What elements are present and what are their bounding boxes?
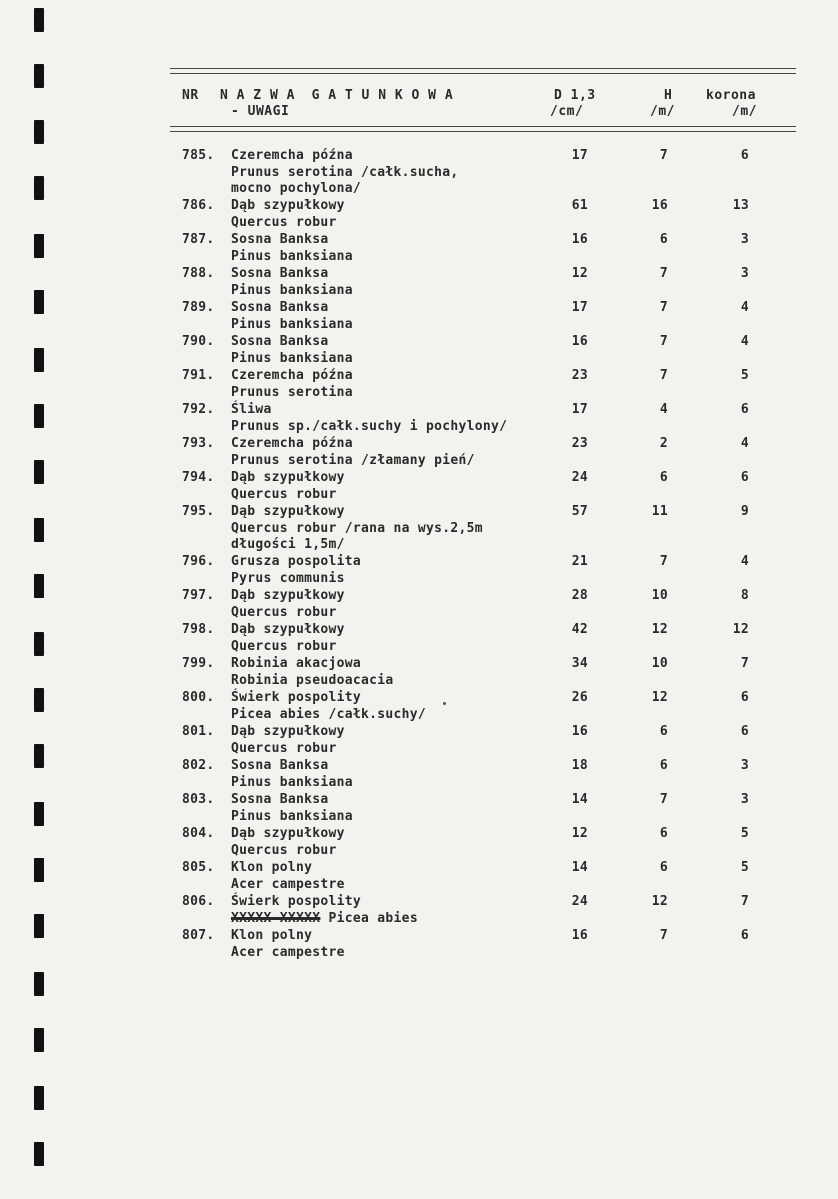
latin-name: Acer campestre (231, 944, 345, 960)
height-value: 10 (651, 656, 668, 671)
polish-name: Czeremcha późna (231, 148, 353, 163)
binder-hole (34, 234, 44, 258)
header-top-rule (170, 68, 796, 74)
polish-name: Sosna Banksa (231, 792, 329, 807)
crown-value: 4 (740, 334, 749, 349)
binder-hole (34, 1086, 44, 1110)
diameter-value: 34 (571, 656, 588, 671)
diameter-value: 23 (571, 368, 588, 383)
height-value: 7 (659, 792, 668, 807)
polish-name: Śliwa (231, 402, 272, 417)
crown-value: 5 (740, 368, 749, 383)
latin-name-text: Picea abies (328, 910, 418, 926)
diameter-value: 61 (571, 198, 588, 213)
height-value: 12 (651, 690, 668, 705)
header-crown-unit: /m/ (732, 104, 757, 119)
crown-value: 7 (740, 656, 749, 671)
binder-hole (34, 120, 44, 144)
remark-continuation: mocno pochylona/ (231, 181, 362, 196)
height-value: 12 (651, 894, 668, 909)
tree-number: 803. (182, 792, 215, 807)
header-remarks: - UWAGI (231, 104, 290, 119)
height-value: 4 (659, 402, 668, 417)
diameter-value: 23 (571, 436, 588, 451)
binder-hole (34, 1028, 44, 1052)
height-value: 7 (659, 266, 668, 281)
tree-number: 788. (182, 266, 215, 281)
tree-number: 794. (182, 470, 215, 485)
latin-name: Pinus banksiana (231, 316, 353, 332)
height-value: 12 (651, 622, 668, 637)
diameter-value: 17 (571, 402, 588, 417)
diameter-value: 17 (571, 300, 588, 315)
latin-name: Quercus robur (231, 214, 337, 230)
latin-name: Pyrus communis (231, 570, 345, 586)
height-value: 10 (651, 588, 668, 603)
crown-value: 3 (740, 232, 749, 247)
tree-number: 789. (182, 300, 215, 315)
polish-name: Czeremcha późna (231, 368, 353, 383)
polish-name: Sosna Banksa (231, 758, 329, 773)
diameter-value: 14 (571, 860, 588, 875)
table-row (170, 504, 798, 552)
polish-name: Grusza pospolita (231, 554, 362, 569)
binder-hole (34, 348, 44, 372)
crown-value: 13 (732, 198, 749, 213)
binder-hole (34, 858, 44, 882)
tree-number: 799. (182, 656, 215, 671)
tree-number: 801. (182, 724, 215, 739)
tree-number: 800. (182, 690, 215, 705)
diameter-value: 16 (571, 232, 588, 247)
height-value: 7 (659, 300, 668, 315)
crown-value: 5 (740, 826, 749, 841)
binder-hole (34, 8, 44, 32)
binder-hole (34, 632, 44, 656)
diameter-value: 26 (571, 690, 588, 705)
tree-number: 807. (182, 928, 215, 943)
height-value: 7 (659, 148, 668, 163)
diameter-value: 14 (571, 792, 588, 807)
height-value: 6 (659, 758, 668, 773)
polish-name: Dąb szypułkowy (231, 588, 345, 603)
header-diameter: D 1,3 (554, 88, 596, 103)
crown-value: 7 (740, 894, 749, 909)
crown-value: 6 (740, 402, 749, 417)
diameter-value: 28 (571, 588, 588, 603)
crown-value: 6 (740, 470, 749, 485)
tree-number: 806. (182, 894, 215, 909)
header-nr: NR (182, 88, 199, 103)
latin-name: Prunus sp./całk.suchy i pochylony/ (231, 418, 508, 434)
latin-name (231, 911, 418, 928)
height-value: 7 (659, 928, 668, 943)
height-value: 6 (659, 860, 668, 875)
crown-value: 3 (740, 758, 749, 773)
struck-out-text: XXXXX XXXXX (231, 910, 321, 926)
diameter-value: 57 (571, 504, 588, 519)
binder-hole (34, 64, 44, 88)
binder-hole (34, 574, 44, 598)
binder-hole (34, 460, 44, 484)
height-value: 6 (659, 470, 668, 485)
header-height-unit: /m/ (650, 104, 675, 119)
tree-number: 795. (182, 504, 215, 519)
crown-value: 6 (740, 690, 749, 705)
tree-number: 802. (182, 758, 215, 773)
crown-value: 6 (740, 724, 749, 739)
latin-name: Quercus robur (231, 842, 337, 858)
polish-name: Sosna Banksa (231, 266, 329, 281)
latin-name: Pinus banksiana (231, 808, 353, 824)
latin-name: Pinus banksiana (231, 774, 353, 790)
polish-name: Dąb szypułkowy (231, 504, 345, 519)
crown-value: 12 (732, 622, 749, 637)
polish-name: Dąb szypułkowy (231, 826, 345, 841)
latin-name: Quercus robur (231, 638, 337, 654)
latin-name: Prunus serotina /całk.sucha, (231, 164, 459, 180)
polish-name: Świerk pospolity (231, 894, 362, 909)
tree-number: 804. (182, 826, 215, 841)
latin-name: Prunus serotina /złamany pień/ (231, 452, 475, 468)
tree-number: 791. (182, 368, 215, 383)
diameter-value: 12 (571, 826, 588, 841)
diameter-value: 18 (571, 758, 588, 773)
crown-value: 5 (740, 860, 749, 875)
latin-name: Prunus serotina (231, 384, 353, 400)
crown-value: 8 (740, 588, 749, 603)
table-row (170, 928, 798, 968)
diameter-value: 12 (571, 266, 588, 281)
latin-name: Pinus banksiana (231, 350, 353, 366)
diameter-value: 16 (571, 928, 588, 943)
latin-name: Acer campestre (231, 876, 345, 892)
polish-name: Klon polny (231, 860, 313, 875)
height-value: 16 (651, 198, 668, 213)
height-value: 7 (659, 368, 668, 383)
header-height: H (664, 88, 673, 103)
binder-hole (34, 404, 44, 428)
polish-name: Robinia akacjowa (231, 656, 362, 671)
polish-name: Dąb szypułkowy (231, 724, 345, 739)
tree-number: 787. (182, 232, 215, 247)
crown-value: 4 (740, 554, 749, 569)
height-value: 6 (659, 232, 668, 247)
height-value: 2 (659, 436, 668, 451)
binder-hole (34, 518, 44, 542)
diameter-value: 24 (571, 894, 588, 909)
latin-name: Quercus robur /rana na wys.2,5m (231, 520, 483, 536)
binder-holes (34, 0, 44, 1199)
tree-number: 786. (182, 198, 215, 213)
binder-hole (34, 688, 44, 712)
binder-hole (34, 744, 44, 768)
polish-name: Świerk pospolity (231, 690, 362, 705)
crown-value: 4 (740, 300, 749, 315)
remark-continuation: długości 1,5m/ (231, 537, 345, 552)
latin-name: Robinia pseudoacacia (231, 672, 394, 688)
polish-name: Sosna Banksa (231, 232, 329, 247)
binder-hole (34, 972, 44, 996)
table-row (170, 148, 798, 196)
latin-name: Quercus robur (231, 486, 337, 502)
latin-name: Pinus banksiana (231, 282, 353, 298)
tree-number: 785. (182, 148, 215, 163)
polish-name: Sosna Banksa (231, 300, 329, 315)
polish-name: Sosna Banksa (231, 334, 329, 349)
crown-value: 3 (740, 266, 749, 281)
crown-value: 6 (740, 928, 749, 943)
height-value: 6 (659, 724, 668, 739)
polish-name: Dąb szypułkowy (231, 622, 345, 637)
crown-value: 4 (740, 436, 749, 451)
height-value: 7 (659, 334, 668, 349)
diameter-value: 16 (571, 724, 588, 739)
diameter-value: 42 (571, 622, 588, 637)
crown-value: 6 (740, 148, 749, 163)
polish-name: Czeremcha późna (231, 436, 353, 451)
binder-hole (34, 1142, 44, 1166)
binder-hole (34, 914, 44, 938)
latin-name: Quercus robur (231, 740, 337, 756)
diameter-value: 24 (571, 470, 588, 485)
polish-name: Dąb szypułkowy (231, 198, 345, 213)
header-bottom-rule (170, 126, 796, 132)
tree-number: 792. (182, 402, 215, 417)
latin-name: Quercus robur (231, 604, 337, 620)
header-diameter-unit: /cm/ (550, 104, 584, 119)
tree-number: 797. (182, 588, 215, 603)
crown-value: 9 (740, 504, 749, 519)
binder-hole (34, 176, 44, 200)
height-value: 11 (651, 504, 668, 519)
tree-number: 805. (182, 860, 215, 875)
ink-speck (443, 702, 446, 705)
polish-name: Dąb szypułkowy (231, 470, 345, 485)
height-value: 7 (659, 554, 668, 569)
header-crown: korona (706, 88, 756, 103)
crown-value: 3 (740, 792, 749, 807)
latin-name: Pinus banksiana (231, 248, 353, 264)
tree-number: 796. (182, 554, 215, 569)
binder-hole (34, 802, 44, 826)
diameter-value: 21 (571, 554, 588, 569)
tree-number: 798. (182, 622, 215, 637)
tree-number: 790. (182, 334, 215, 349)
header-species-name: N A Z W A G A T U N K O W A (220, 88, 454, 103)
height-value: 6 (659, 826, 668, 841)
tree-number: 793. (182, 436, 215, 451)
binder-hole (34, 290, 44, 314)
diameter-value: 16 (571, 334, 588, 349)
diameter-value: 17 (571, 148, 588, 163)
polish-name: Klon polny (231, 928, 313, 943)
latin-name: Picea abies /całk.suchy/ (231, 706, 427, 722)
